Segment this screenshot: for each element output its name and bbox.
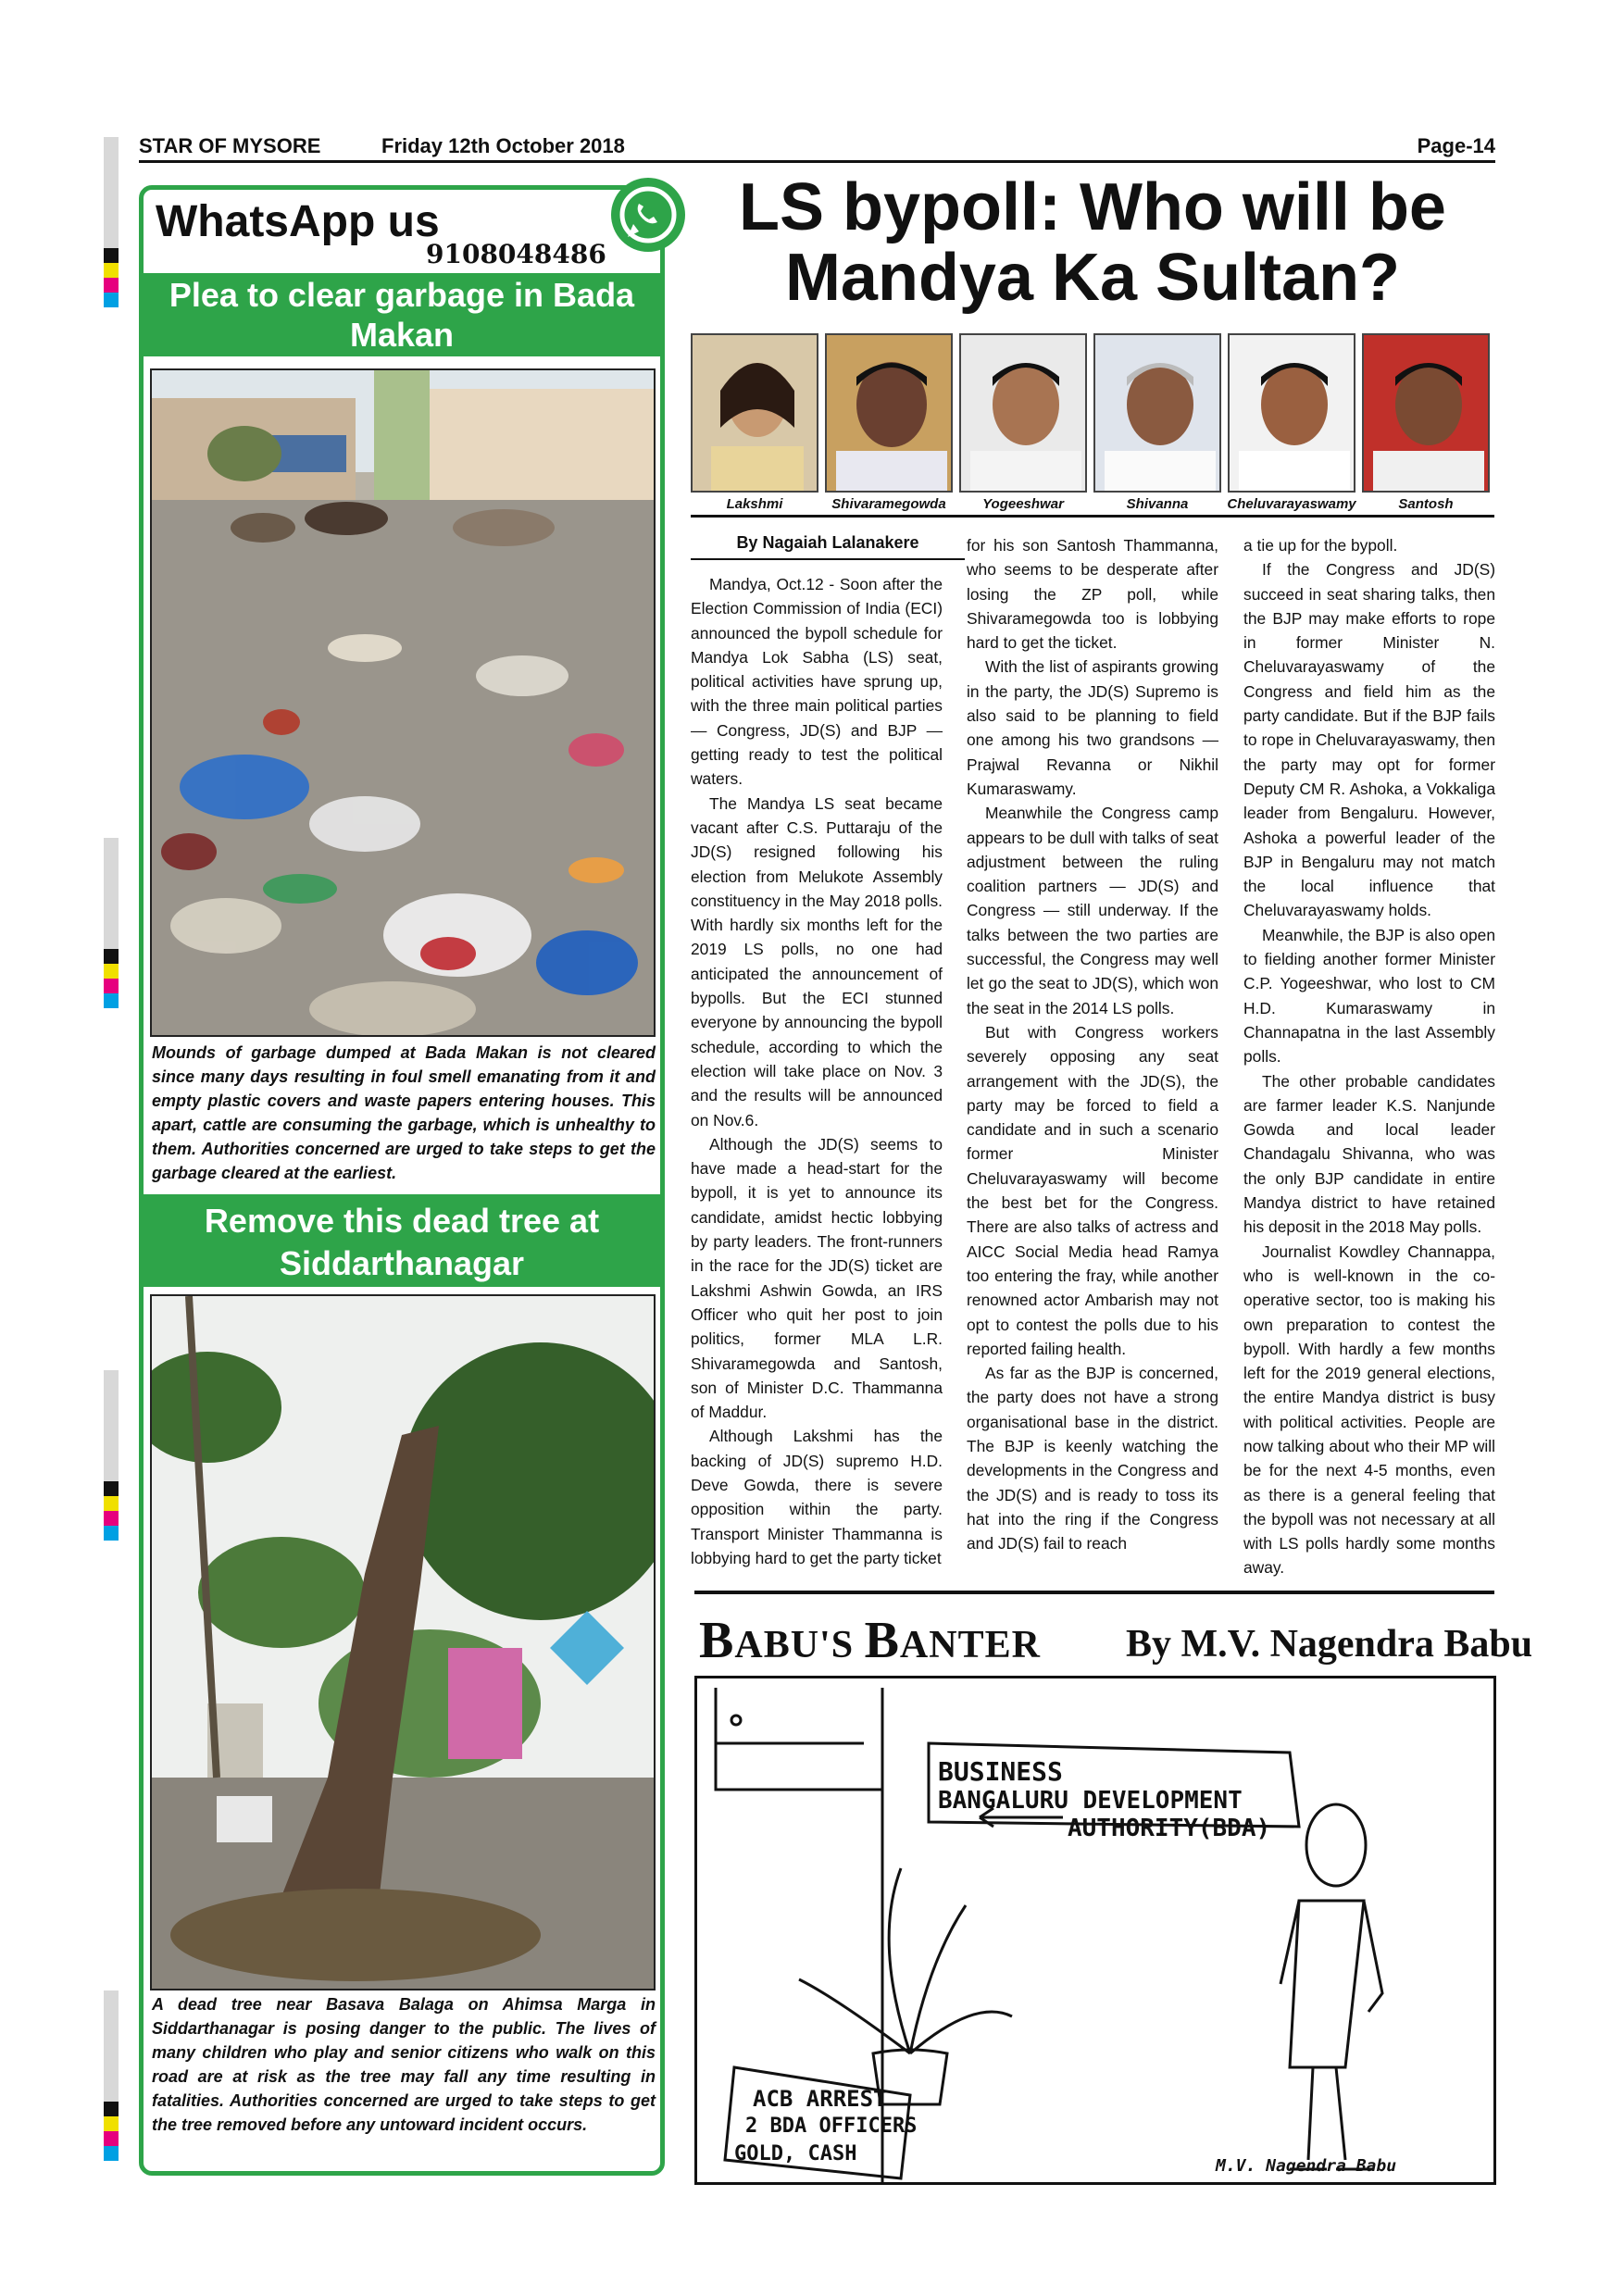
headline bbox=[676, 172, 1509, 313]
candidate-name: Santosh bbox=[1398, 496, 1454, 512]
paragraph: for his son Santosh Thammanna, who seems to be desperate after losing the ZP poll, while Shivaramegowda too is lobbying hard to get the ticket. bbox=[967, 536, 1218, 653]
banter-byline: By M.V. Nagendra Babu bbox=[1126, 1623, 1533, 1666]
issue-date: Friday 12th October 2018 bbox=[381, 134, 625, 157]
banter-title bbox=[699, 1611, 1041, 1670]
article-column-2 bbox=[967, 533, 1218, 1555]
candidate-name: Shivanna bbox=[1126, 496, 1189, 512]
item2-heading: Remove this dead tree at Siddarthanagar bbox=[141, 1194, 663, 1287]
color-mark bbox=[104, 2102, 119, 2161]
paragraph: Although the JD(S) seems to have made a head-start for the bypoll, it is yet to announce its candidate, amidst hectic lobbying by party leaders. The front-runners in the race for the JD(S) ticket are Lakshmi Ashwin Gowda, an IRS Officer who quit her post to join politics, former MLA L.R. Shivaramegowda and Santosh, son of Minister D.C. Thammanna of Maddur. bbox=[691, 1134, 943, 1422]
dead-tree-photo bbox=[150, 1294, 656, 1990]
headline-line-2: Mandya Ka Sultan? bbox=[784, 241, 1401, 315]
candidate-name: Lakshmi bbox=[726, 496, 783, 512]
portrait-cheluvarayaswamy bbox=[1228, 333, 1355, 493]
portrait-shivanna bbox=[1093, 333, 1221, 493]
paragraph: If the Congress and JD(S) succeed in seat sharing talks, then the BJP may make efforts to rope in former Minister N. Cheluvarayaswamy of the Congress and field him as the party candidate. But if the BJP fails to rope in Cheluvarayaswamy, then the party may opt for former Deputy CM R. Ashoka, a Vokkaliga leader from Bengaluru. However, Ashoka a powerful leader of the BJP in Bengaluru may not match the local influence that Cheluvarayaswamy holds. bbox=[1243, 560, 1495, 920]
paragraph: Meanwhile the Congress camp appears to be dull with talks of seat adjustment between the ruling coalition partners — JD(S) and Congress — still underway. If the talks between the two parties are successful, the Congress may well let go the seat to JD(S), which won the seat in the 2014 LS polls. bbox=[967, 804, 1218, 1017]
registration-bar bbox=[104, 838, 119, 949]
candidate-name: Cheluvarayaswamy bbox=[1227, 496, 1356, 512]
paragraph: But with Congress workers severely opposing any seat arrangement with the JD(S), the party may be forced to field a candidate and in such a scenario former Minister Cheluvarayaswamy will become the best bet for the Congress. There are also talks of actress and AICC Social Media head Ramya too entering the fray, while another renowned actor Ambarish may not opt to contest the polls due to his reported failing health. bbox=[967, 1022, 1218, 1358]
cartoonist-signature: M.V. Nagendra Babu bbox=[1216, 2156, 1397, 2176]
masthead-rule bbox=[139, 160, 1495, 163]
paragraph: Although Lakshmi has the backing of JD(S) supremo H.D. Deve Gowda, there is severe opposition within the party. Transport Minister Thammanna is lobbying hard to get the party ticket bbox=[691, 1427, 943, 1567]
banter-rule bbox=[694, 1591, 1494, 1594]
paragraph: a tie up for the bypoll. bbox=[1243, 536, 1398, 555]
cartoon bbox=[694, 1676, 1496, 2185]
masthead bbox=[139, 134, 1495, 158]
paper-line-1: ACB ARREST bbox=[753, 2086, 887, 2112]
names-rule bbox=[691, 515, 1494, 518]
paragraph: Mandya, Oct.12 - Soon after the Election Commission of India (ECI) announced the bypoll schedule for Mandya Lok Sabha (LS) seat, political activities have sprung up, with the three main political parties — Congress, JD(S) and BJP — getting ready to test the political waters. bbox=[691, 575, 943, 789]
portrait-lakshmi bbox=[691, 333, 818, 493]
portrait-shivaramegowda bbox=[825, 333, 953, 493]
registration-bar bbox=[104, 137, 119, 248]
article-column-3 bbox=[1243, 533, 1495, 1580]
color-mark bbox=[104, 248, 119, 307]
portrait-santosh bbox=[1362, 333, 1490, 493]
banter-title-b2: B bbox=[864, 1612, 900, 1669]
candidate-name: Yogeeshwar bbox=[982, 496, 1064, 512]
item1-heading: Plea to clear garbage in Bada Makan bbox=[141, 273, 663, 356]
garbage-photo bbox=[150, 368, 656, 1037]
paragraph: Meanwhile, the BJP is also open to fielding another former Minister C.P. Yogeeshwar, who lost to CM H.D. Kumaraswamy in Channapatna in the last Assembly polls. bbox=[1243, 925, 1495, 1067]
paper-line-2: 2 BDA OFFICERS bbox=[745, 2115, 918, 2138]
registration-bar bbox=[104, 1990, 119, 2102]
banter-title-abus: ABU'S bbox=[734, 1624, 865, 1666]
paragraph: Journalist Kowdley Channappa, who is well-known in the co-operative sector, too is making his own preparation to contest the bypoll. With hardly a few months left for the 2019 general elections, the entire Mandya district is busy with political activities. People are now talking about who their MP will be for the next 4-5 months, even as there is a general feeling that the bypoll was not necessary at all with LS polls hardly some months away. bbox=[1243, 1242, 1495, 1578]
paragraph: With the list of aspirants growing in the party, the JD(S) Supremo is also said to be planning to field one among his two grandsons — Prajwal Revanna or Nikhil Kumaraswamy. bbox=[967, 657, 1218, 798]
page-number: Page-14 bbox=[1417, 134, 1495, 157]
sign-line-2: BANGALURU DEVELOPMENT bbox=[938, 1787, 1243, 1815]
portrait-yogeeshwar bbox=[959, 333, 1087, 493]
article-column-1 bbox=[691, 572, 943, 1570]
item2-caption: A dead tree near Basava Balaga on Ahimsa Marga in Siddarthanagar is posing danger to the public. The lives of many children who play and senior citizens who walk on this road are at risk as the tree may fall any time resulting in fatalities. Authorities concerned are urged to take steps to get the tree removed before any untoward incident occurs. bbox=[152, 1995, 656, 2134]
banter-title-b: B bbox=[699, 1612, 735, 1669]
color-mark bbox=[104, 949, 119, 1008]
color-mark bbox=[104, 1481, 119, 1541]
whatsapp-number[interactable]: 9108048486 bbox=[426, 239, 606, 269]
paper-line-3: GOLD, CASH bbox=[734, 2142, 857, 2165]
sign-line-3: AUTHORITY(BDA) bbox=[1068, 1815, 1271, 1842]
whatsapp-title: WhatsApp us bbox=[156, 197, 440, 246]
whatsapp-icon bbox=[611, 178, 685, 252]
paragraph: The other probable candidates are farmer leader K.S. Nanjunde Gowda and local leader Chandagalu Shivanna, who was the only BJP candidate in entire Mandya district to have retained his deposit in the 2018 May polls. bbox=[1243, 1071, 1495, 1237]
paragraph: The Mandya LS seat became vacant after C.S. Puttaraju of the JD(S) resigned following his election from Melukote Assembly constituency in the May 2018 polls. With hardly six months left for the 2019 LS polls, no one had anticipated the announcement of bypolls. But the ECI stunned everyone by announcing the bypoll schedule, according to which the election will take place on Nov. 3 and the results will be announced on Nov.6. bbox=[691, 793, 943, 1129]
article-byline: By Nagaiah Lalanakere bbox=[691, 533, 965, 560]
headline-line-1: LS bypoll: Who will be bbox=[739, 170, 1446, 244]
registration-bar bbox=[104, 1370, 119, 1481]
sign-line-1: BUSINESS bbox=[938, 1756, 1063, 1787]
paragraph: As far as the BJP is concerned, the party does not have a strong organisational base in the district. The BJP is keenly watching the developments in the Congress and the JD(S) and is ready to toss its hat into the ring if the Congress and JD(S) fail to reach bbox=[967, 1364, 1218, 1554]
candidate-name: Shivaramegowda bbox=[831, 496, 946, 512]
item1-caption: Mounds of garbage dumped at Bada Makan is not cleared since many days resulting in foul smell emanating from it and empty plastic covers and waste papers entering houses. This apart, cattle are consuming the garbage, which is unhealthy to them. Authorities concerned are urged to take steps to get the garbage cleared at the earliest. bbox=[152, 1043, 656, 1182]
paper-name: STAR OF MYSORE bbox=[139, 134, 321, 157]
banter-title-anter: ANTER bbox=[899, 1624, 1041, 1666]
